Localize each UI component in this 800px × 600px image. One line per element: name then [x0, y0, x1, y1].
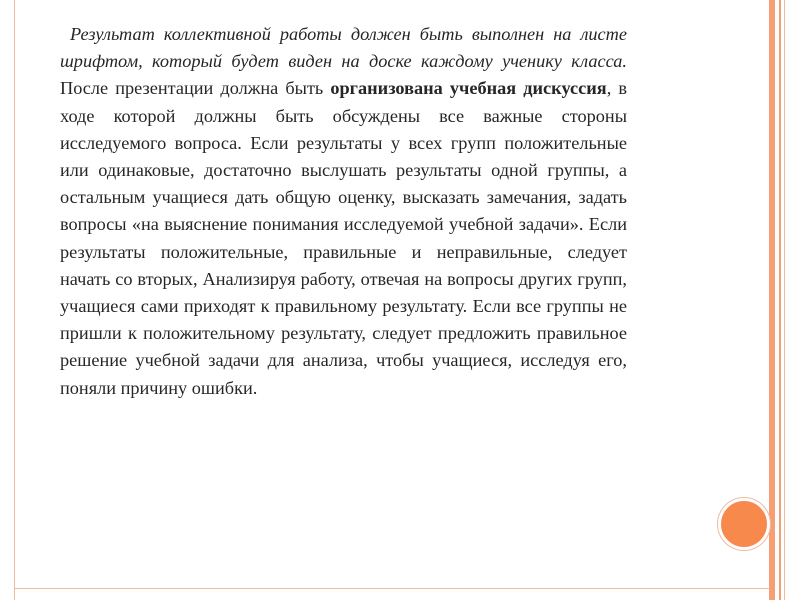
slide-paragraph [60, 21, 627, 402]
left-border-line [14, 0, 15, 600]
bold-phrase: организована учебная дискуссия [330, 78, 607, 99]
right-border-thin-line-outer [784, 0, 785, 600]
bottom-border-line [14, 588, 770, 589]
text-after-bold: , в ходе которой должны быть обсуждены все важные стороны исследуемого вопроса. Если результаты у всех групп положительные или одинаковые, достаточно выслушать результаты одной группы, а остальным учащиеся дать общую оценку, высказать замечания, задать вопросы «на выяснение понимания исследуемой учебной задачи». Если результаты положительные, правильные и неправильные, следует начать со вторых, Анализируя работу, отвечая на вопросы других групп, учащиеся сами приходят к правильному результату. Если все группы не пришли к положительному результату, следует предложить правильное решение учебной задачи для анализа, чтобы учащиеся, исследуя его, поняли причину ошибки. [60, 78, 627, 398]
text-before-bold: После презентации должна быть [60, 78, 331, 99]
slide-body-text [60, 21, 627, 402]
italic-intro: Результат коллективной работы должен быть выполнен на листе шрифтом, который будет виден на доске каждому ученику класса. [60, 24, 627, 72]
decorative-circle [718, 498, 770, 550]
right-border-thin-line [779, 0, 781, 600]
right-border-thick-line [769, 0, 775, 600]
